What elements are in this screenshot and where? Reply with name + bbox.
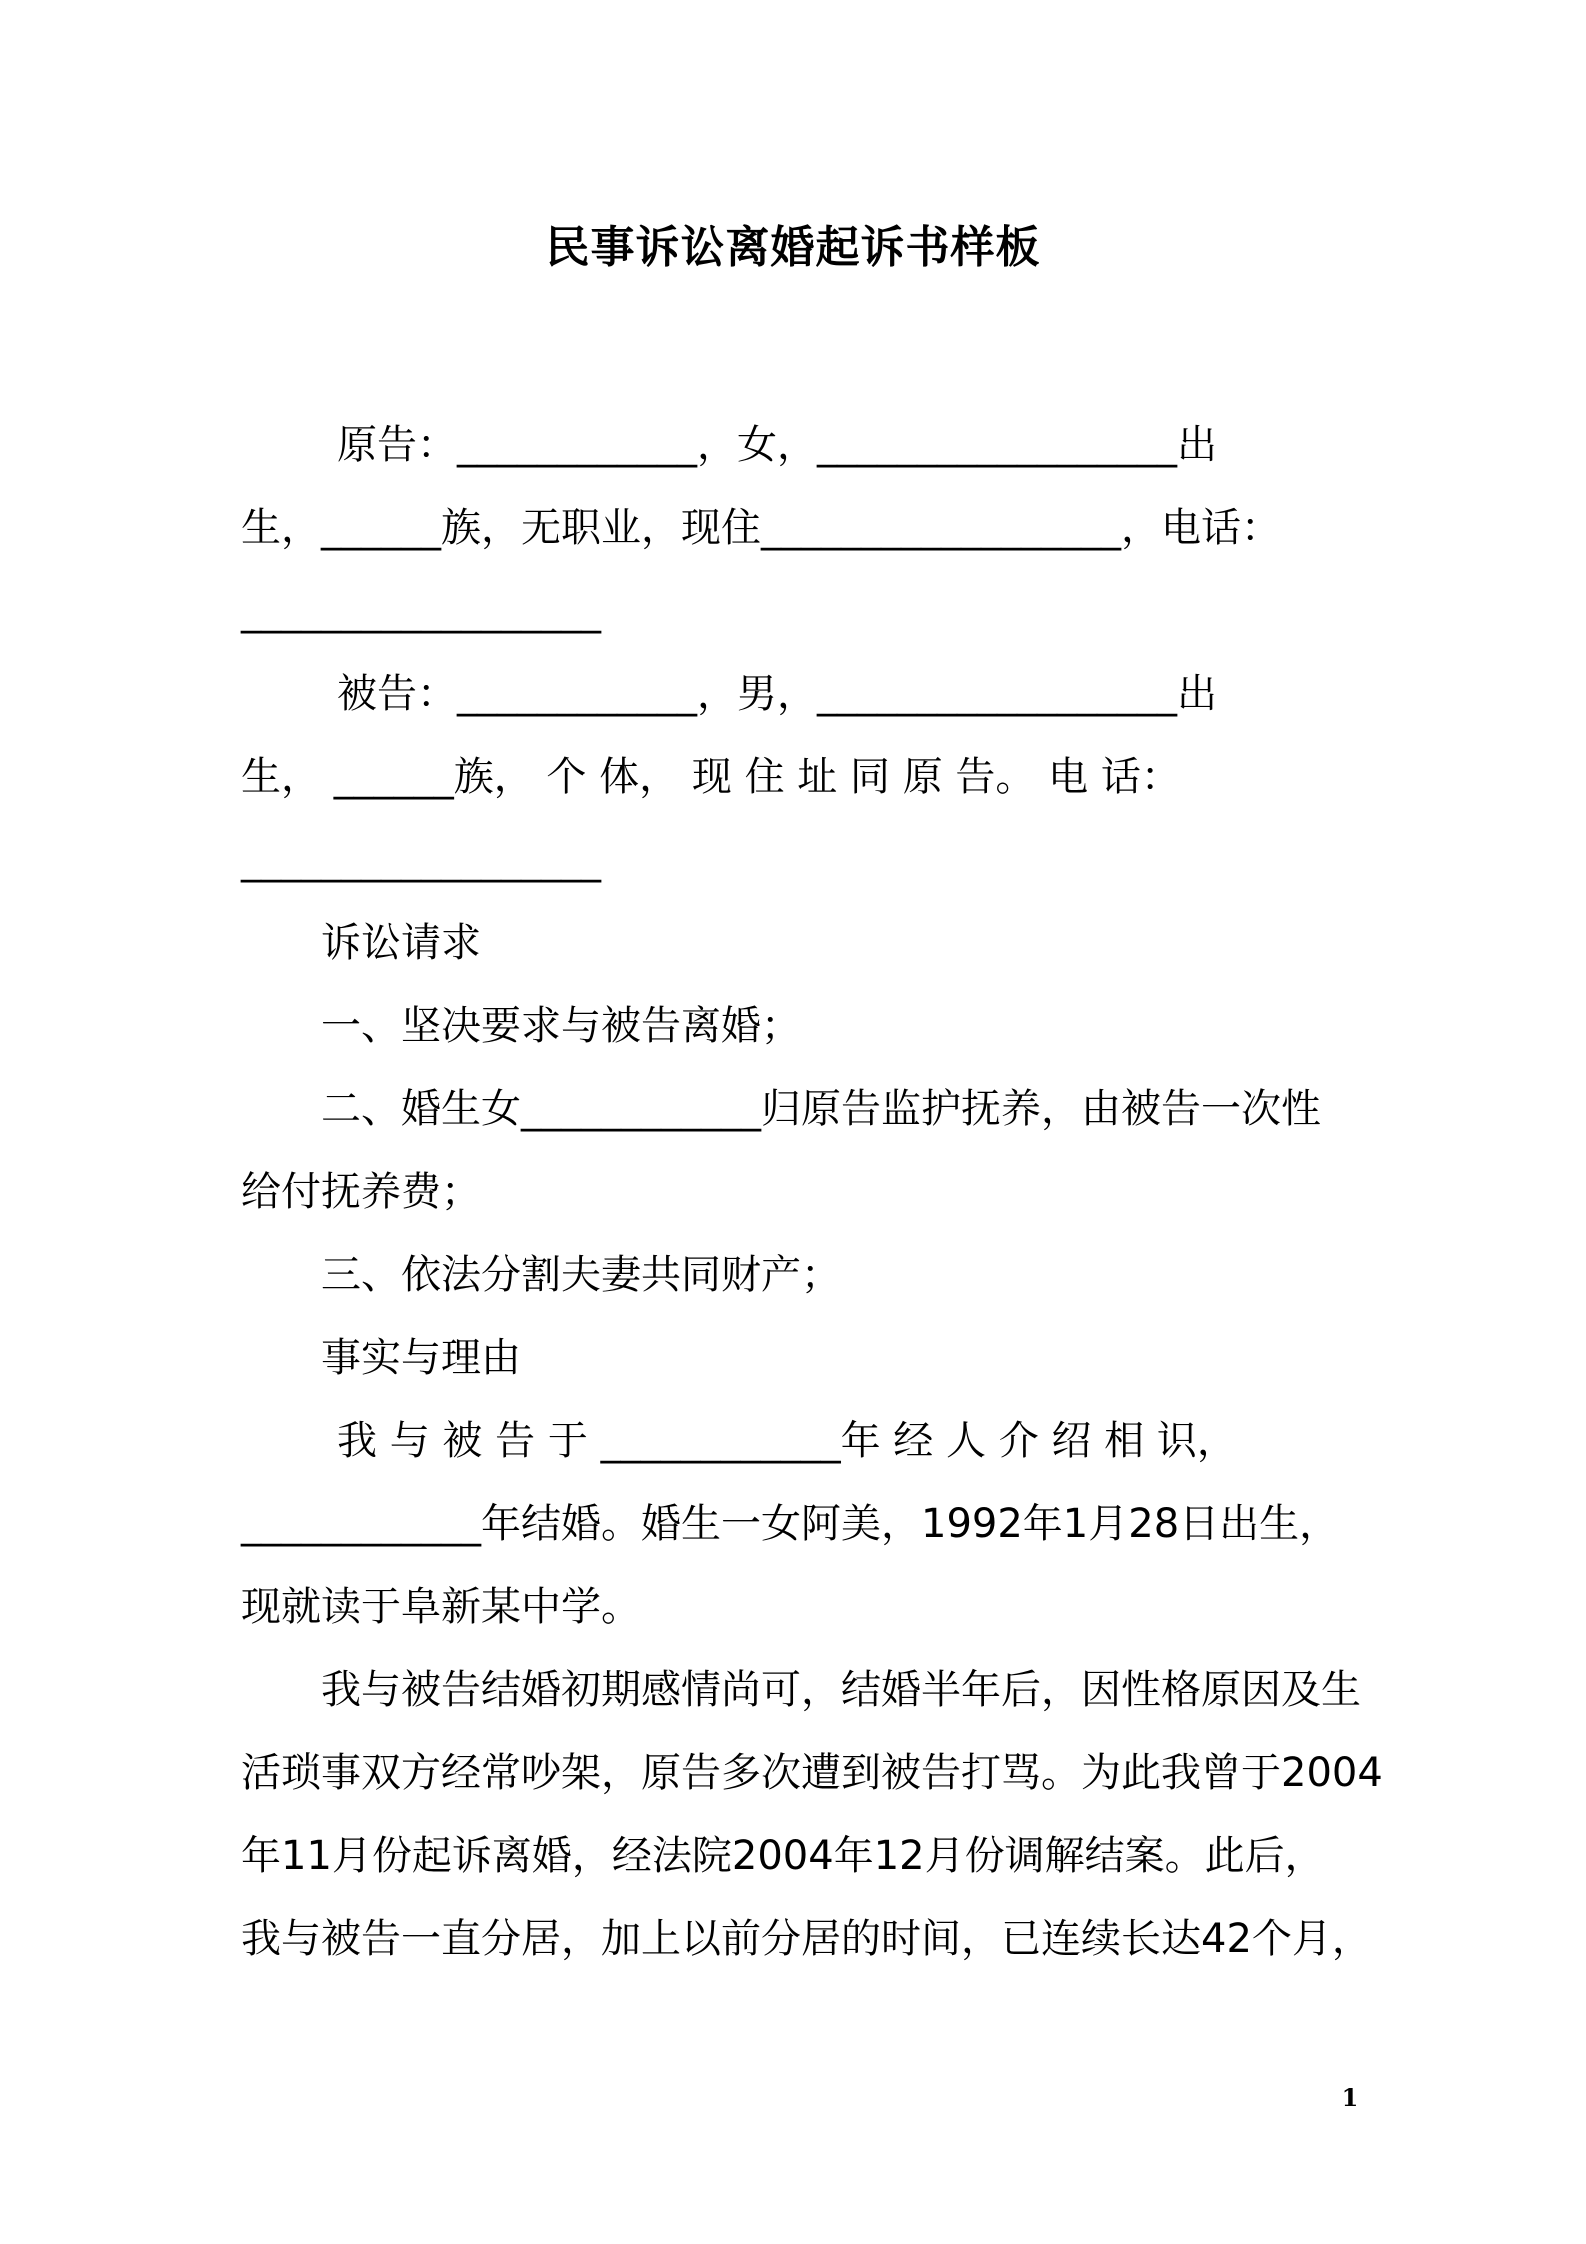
defendant-line-1: 被告：____________，男，__________________出 (337, 671, 1217, 717)
fact-paragraph-2-line-3: 年11月份起诉离婚，经法院2004年12月份调解结案。此后， (241, 1833, 1325, 1879)
fact-paragraph-2-line-2: 活琐事双方经常吵架，原告多次遭到被告打骂。为此我曾于2004 (241, 1750, 1383, 1796)
claim-item-2-line-1: 二、婚生女____________归原告监护抚养，由被告一次性 (321, 1086, 1321, 1132)
plaintiff-paragraph (241, 404, 1351, 653)
claim-item-3: 三、依法分割夫妻共同财产； (321, 1252, 841, 1298)
facts-heading: 事实与理由 (321, 1335, 521, 1381)
claims-heading: 诉讼请求 (321, 920, 481, 966)
facts-section (241, 1317, 1383, 1981)
page-number: 1 (1341, 2083, 1359, 2112)
fact-paragraph-1-line-3: 现就读于阜新某中学。 (241, 1584, 641, 1630)
claims-section (241, 902, 1351, 1317)
defendant-line-2: 生， ______族， 个 体， 现 住 址 同 原 告。 电 话： (241, 754, 1181, 800)
fact-paragraph-2-line-1: 我与被告结婚初期感情尚可，结婚半年后，因性格原因及生 (321, 1667, 1361, 1713)
plaintiff-line-3: __________________ (241, 588, 601, 634)
fact-paragraph-2-line-4: 我与被告一直分居，加上以前分居的时间，已连续长达42个月， (241, 1916, 1372, 1962)
plaintiff-line-2: 生，______族，无职业，现住__________________，电话： (241, 505, 1281, 551)
claim-item-2-line-2: 给付抚养费； (241, 1169, 481, 1215)
fact-paragraph-1-line-1: 我 与 被 告 于 ____________年 经 人 介 绍 相 识， (337, 1418, 1237, 1464)
document-title: 民事诉讼离婚起诉书样板 (545, 222, 1041, 273)
defendant-paragraph (241, 653, 1351, 902)
claim-item-1: 一、坚决要求与被告离婚； (321, 1003, 801, 1049)
document-body (241, 404, 1383, 1981)
defendant-line-3: __________________ (241, 837, 601, 883)
plaintiff-line-1: 原告：____________，女，__________________出 (337, 422, 1217, 468)
fact-paragraph-1-line-2: ____________年结婚。婚生一女阿美，1992年1月28日出生， (241, 1501, 1340, 1547)
